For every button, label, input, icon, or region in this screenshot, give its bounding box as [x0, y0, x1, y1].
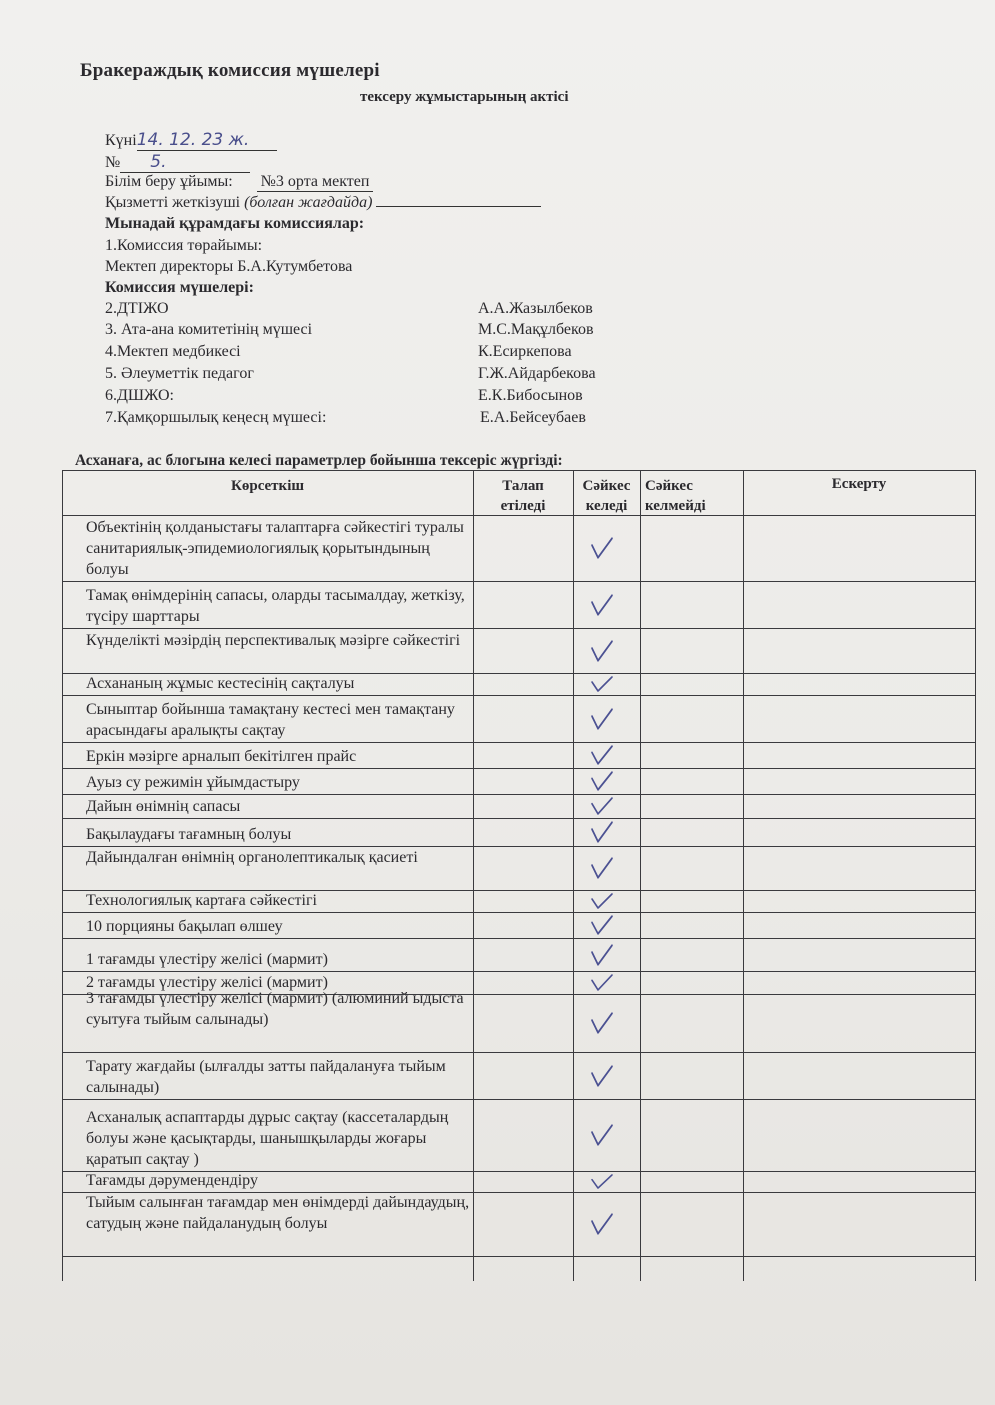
member-role: 5. Әлеуметтік педагог — [105, 365, 254, 382]
row-indicator-text: Асхананың жұмыс кестесінің сақталуы — [86, 675, 355, 692]
member-name: Г.Ж.Айдарбекова — [478, 365, 596, 382]
member-name: Е.К.Бибосынов — [478, 387, 583, 404]
row-indicator-text: Тағамды дәрумендендіру — [86, 1172, 258, 1189]
checkmark-icon — [590, 915, 614, 935]
checkmark-icon — [590, 745, 614, 765]
supplier-blank — [376, 194, 541, 207]
row-indicator-text: Күнделікті мәзірдің перспективалық мәзірге сәйкестігі — [86, 632, 461, 649]
inspection-table — [62, 470, 976, 1281]
checkmark-icon — [590, 771, 614, 791]
checkmark-icon — [590, 821, 614, 843]
checkmark-icon — [590, 640, 614, 662]
header-required: Талап етіледі — [500, 478, 546, 514]
row-divider — [62, 695, 976, 696]
checkmark-icon — [590, 708, 614, 730]
document-title: Бракераждық комиссия мүшелері — [80, 60, 380, 81]
member-role: 4.Мектеп медбикесі — [105, 343, 241, 360]
member-role: 7.Қамқоршылық кеңесң мүшесі: — [105, 409, 327, 426]
number-value: 5. — [120, 152, 250, 173]
checkmark-icon — [590, 537, 614, 559]
checkmark-icon — [590, 893, 614, 909]
row-indicator-text: Тыйым салынған тағамдар мен өнімдерді дайындаудың, сатудың және пайдаланудың болуы — [86, 1194, 470, 1232]
row-divider — [62, 912, 976, 913]
row-indicator-text: 10 порцияны бақылап өлшеу — [86, 918, 283, 935]
checkmark-icon — [590, 1065, 614, 1087]
checkmark-icon — [590, 797, 614, 815]
member-name: М.С.Мақұлбеков — [478, 321, 594, 338]
chair-label: 1.Комиссия төрайымы: — [105, 237, 263, 254]
checkmark-icon — [590, 594, 614, 616]
row-indicator-text: Объектінің қолданыстағы талаптарға сәйкестігі туралы санитариялық-эпидемиологиялық қорытындының болуы — [86, 519, 464, 578]
checkmark-icon — [590, 1012, 614, 1034]
checkmark-icon — [590, 1124, 614, 1146]
checkmark-icon — [590, 974, 614, 991]
row-divider — [62, 794, 976, 795]
table-intro: Асханаға, ас блогына келесі параметрлер бойынша тексеріс жүргізді: — [75, 452, 563, 469]
date-label: Күні — [105, 132, 137, 149]
row-divider — [62, 818, 976, 819]
row-indicator-text: 3 тағамды үлестіру желісі (мармит) (алюминий ыдыста суытуға тыйым салынады) — [86, 990, 464, 1028]
column-divider — [743, 470, 744, 1281]
row-indicator-text: Ауыз су режимін ұйымдастыру — [86, 774, 300, 791]
row-divider — [62, 581, 976, 582]
row-indicator-text: 1 тағамды үлестіру желісі (мармит) — [86, 951, 328, 968]
row-indicator-text: Дайындалған өнімнің органолептикалық қасиеті — [86, 849, 418, 866]
checkmark-icon — [590, 1174, 614, 1189]
org-line — [105, 173, 373, 192]
chair-value: Мектеп директоры Б.А.Кутумбетова — [105, 258, 353, 275]
table-border — [62, 470, 976, 471]
row-divider — [62, 768, 976, 769]
row-indicator-text: Бақылаудағы тағамның болуы — [86, 826, 292, 843]
row-indicator-text: Тарату жағдайы (ылғалды затты пайдалануға тыйым салынады) — [86, 1058, 446, 1096]
number-line — [105, 152, 250, 173]
row-indicator-text: Сыныптар бойынша тамақтану кестесі мен тамақтану арасындағы аралықты сақтау — [86, 701, 455, 739]
date-line — [105, 130, 277, 151]
table-border — [975, 470, 976, 1281]
checkmark-icon — [590, 857, 614, 879]
checkmark-icon — [590, 944, 614, 966]
date-value: 14. 12. 23 ж. — [137, 130, 277, 151]
members-heading: Комиссия мүшелері: — [105, 279, 254, 296]
member-role: 2.ДТІЖО — [105, 300, 169, 317]
member-name: Е.А.Бейсеубаев — [480, 409, 586, 426]
supplier-line — [105, 194, 541, 212]
member-role: 3. Ата-ана комитетінің мүшесі — [105, 321, 313, 338]
org-label: Білім беру ұйымы: — [105, 173, 233, 190]
row-divider — [62, 938, 976, 939]
row-indicator-text: Асханалық аспаптарды дұрыс сақтау (кассеталардың болуы және қасықтарды, шанышқыларды жоғары қаратып сақтау ) — [86, 1109, 449, 1168]
header-indicator: Көрсеткіш — [230, 478, 305, 494]
row-indicator-text: 2 тағамды үлестіру желісі (мармит) — [86, 974, 328, 991]
row-divider — [62, 1256, 976, 1257]
supplier-label: Қызметті жеткізуші — [105, 194, 241, 211]
table-border — [62, 470, 63, 1281]
checkmark-icon — [590, 676, 614, 692]
column-divider — [573, 470, 574, 1281]
row-divider — [62, 628, 976, 629]
checkmark-icon — [590, 1213, 614, 1235]
row-divider — [62, 1099, 976, 1100]
number-label: № — [105, 154, 121, 171]
row-indicator-text: Тамақ өнімдерінің сапасы, оларды тасымалдау, жеткізу, түсіру шарттары — [86, 587, 465, 625]
row-divider — [62, 515, 976, 516]
supplier-note: (болған жағдайда) — [244, 194, 373, 211]
commission-heading: Мынадай құрамдағы комиссиялар: — [105, 215, 365, 232]
header-note: Ескерту — [831, 476, 887, 492]
header-complies: Сәйкес келеді — [582, 478, 631, 514]
org-value: №3 орта мектеп — [257, 173, 374, 192]
column-divider — [640, 470, 641, 1281]
row-divider — [62, 1052, 976, 1053]
member-name: А.А.Жазылбеков — [478, 300, 593, 317]
document-subtitle: тексеру жұмыстарының актісі — [360, 89, 569, 105]
row-indicator-text: Технологиялық картаға сәйкестігі — [86, 892, 317, 909]
member-name: К.Есиркепова — [478, 343, 572, 360]
member-role: 6.ДШЖО: — [105, 387, 174, 404]
row-indicator-text: Дайын өнімнің сапасы — [86, 798, 241, 815]
header-not-complies: Сәйкес келмейді — [645, 478, 706, 514]
row-divider — [62, 742, 976, 743]
row-indicator-text: Еркін мәзірге арналып бекітілген прайс — [86, 748, 357, 765]
